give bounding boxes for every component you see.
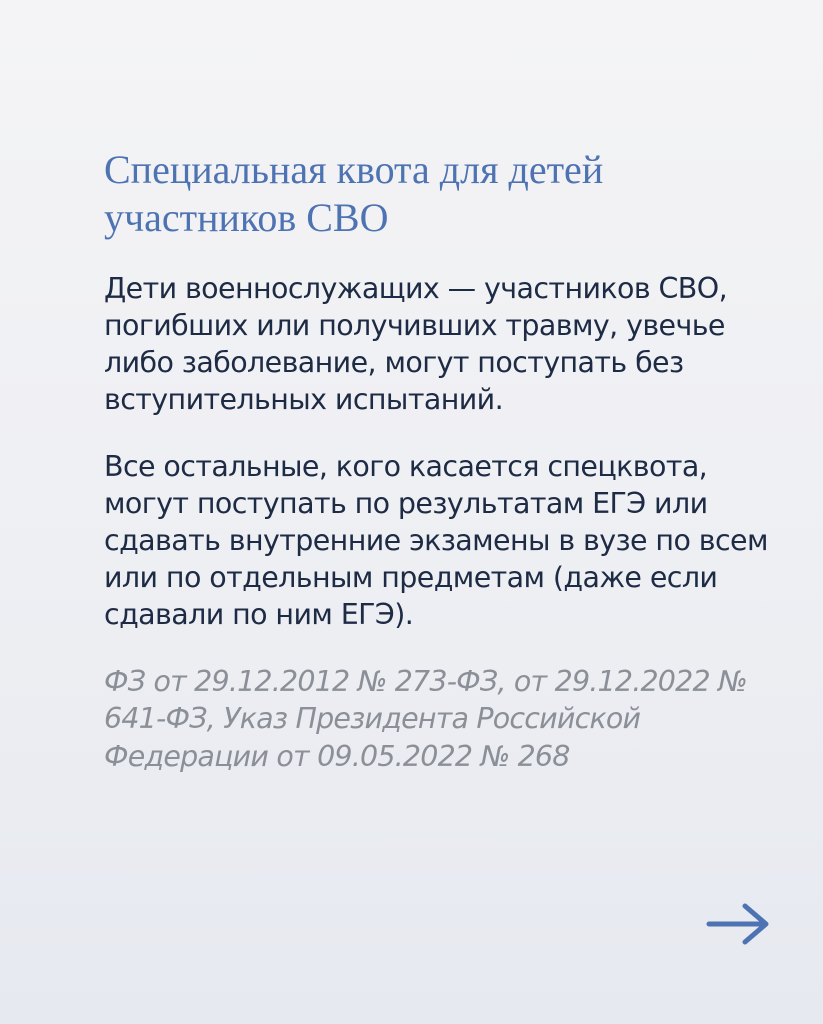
slide-title: Специальная квота для детей участников СВО — [104, 147, 604, 240]
paragraph-eligibility: Дети военнослужащих — участников СВО, погибших или получивших травму, увечье либо заболевание, могут поступать без вступительных испытаний. — [104, 272, 728, 417]
slide-content — [104, 146, 784, 775]
next-slide-button[interactable] — [700, 895, 776, 953]
arrow-right-icon — [703, 902, 773, 946]
paragraph-other-applicants: Все остальные, кого касается спецквота, могут поступать по результатам ЕГЭ или сдавать внутренние экзамены в вузе по всем или по отдельным предметам (даже если сдавали по ним ЕГЭ). — [104, 450, 768, 632]
legal-source-citation: ФЗ от 29.12.2012 № 273-ФЗ, от 29.12.2022 № 641-ФЗ, Указ Президента Российской Федерации от 09.05.2022 № 268 — [104, 665, 747, 773]
